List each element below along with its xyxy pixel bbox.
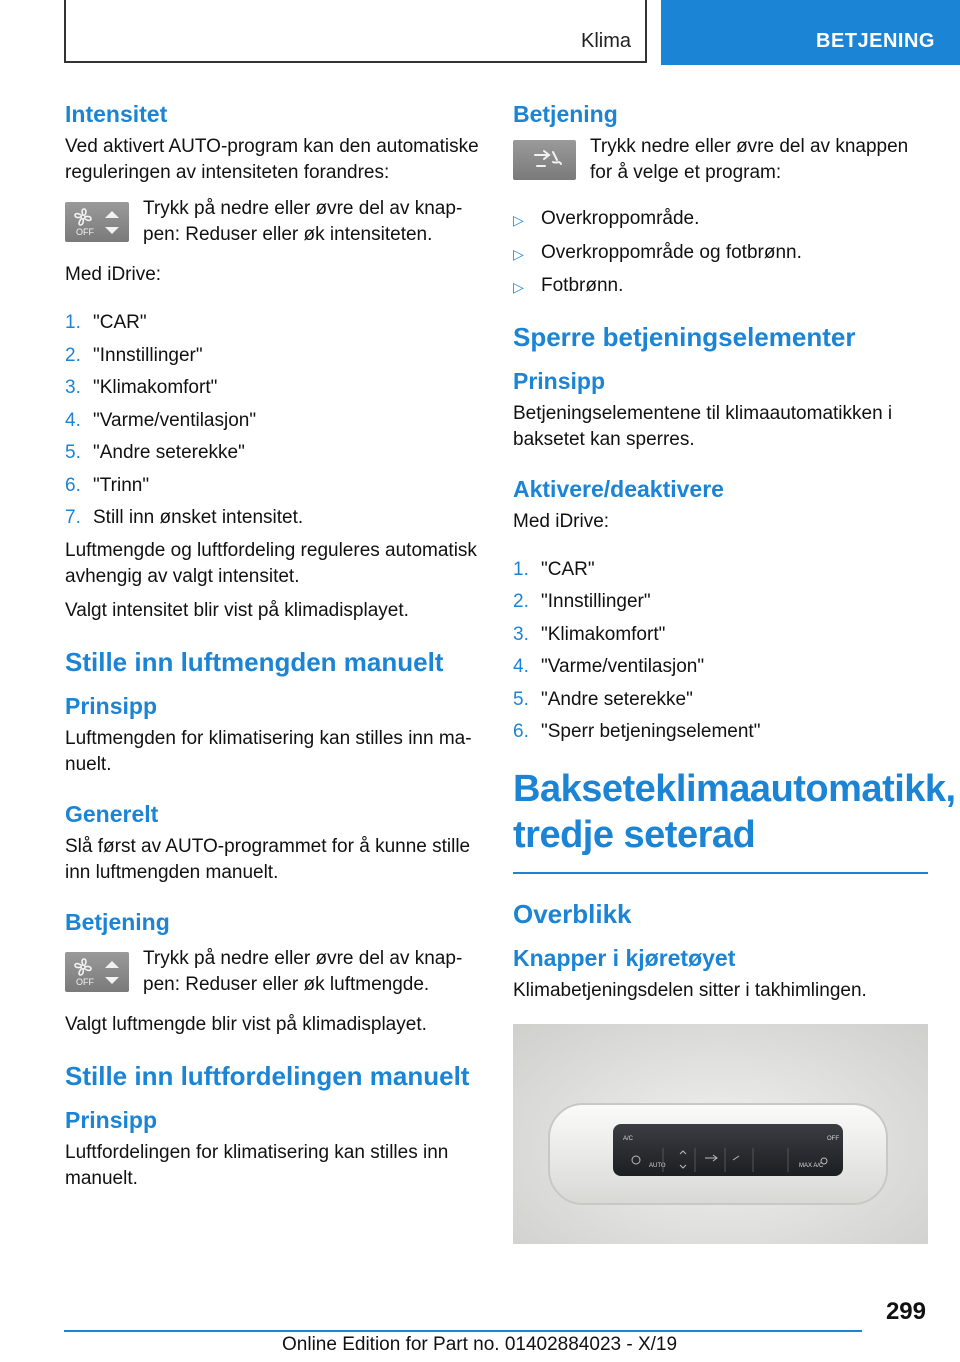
sperre-prinsipp-text: Betjeningselementene til klimaautomatikken i baksetet kan sperres. bbox=[513, 402, 893, 450]
list-item: 2. "Innstillinger" bbox=[513, 591, 651, 612]
header-frame bbox=[64, 0, 647, 63]
heading-luftmengde-betjening: Betjening bbox=[65, 908, 170, 935]
heading-knapper: Knapper i kjøretøyet bbox=[513, 944, 736, 971]
luftmengde-generelt-text: Slå først av AUTO-programmet for å kunne stille inn luftmengden manuelt. bbox=[65, 835, 471, 883]
panel-max-ac-label: MAX A/C bbox=[799, 1162, 824, 1169]
triangle-bullet-icon: ▷ bbox=[513, 245, 524, 262]
header-chapter-tab: BETJENING bbox=[661, 0, 960, 65]
list-item: ▷ Fotbrønn. bbox=[513, 273, 928, 300]
heading-overblikk: Overblikk bbox=[513, 898, 632, 929]
svg-text:OFF: OFF bbox=[76, 976, 94, 987]
intensitet-icon-text: Trykk på nedre eller øvre del av knappen: Reduser eller øk intensiteten. bbox=[143, 198, 463, 245]
triangle-bullet-icon: ▷ bbox=[513, 212, 524, 228]
page-number: 299 bbox=[885, 1298, 926, 1325]
heading-luftmengde: Stille inn luftmengden manuelt bbox=[65, 646, 444, 677]
intensitet-steps bbox=[65, 310, 480, 531]
aktivere-steps bbox=[513, 557, 928, 746]
svg-text:OFF: OFF bbox=[76, 227, 94, 237]
panel-off-label: OFF bbox=[827, 1135, 839, 1142]
heading-aktivere: Aktivere/deaktivere bbox=[513, 475, 724, 502]
list-item: 4. "Varme/ventilasjon" bbox=[65, 409, 257, 431]
betjening-bullets bbox=[513, 206, 928, 300]
heading-rule bbox=[513, 872, 928, 874]
heading-intensitet: Intensitet bbox=[65, 101, 168, 127]
fan-off-button-icon bbox=[65, 202, 129, 242]
heading-sperre: Sperre betjeningselementer bbox=[513, 321, 856, 352]
list-item: 1. "CAR" bbox=[513, 558, 595, 580]
list-item: 5. "Andre seterekke" bbox=[513, 688, 693, 710]
heading-sperre-prinsipp: Prinsipp bbox=[513, 367, 606, 394]
luftfordeling-prinsipp-text: Luftfordelingen for klimatisering kan stilles inn manuelt. bbox=[65, 1141, 449, 1189]
intensitet-icon-row bbox=[65, 196, 480, 248]
betjening-icon-text: Trykk nedre eller øvre del av knappen for å velge et program: bbox=[590, 136, 909, 183]
header-section-title: Klima bbox=[580, 30, 631, 52]
panel-ac-label: A/C bbox=[623, 1135, 634, 1142]
intensitet-intro: Ved aktivert AUTO-program kan den automatiske reguleringen av intensiteten forandres: bbox=[65, 136, 479, 183]
luftmengde-after: Valgt luftmengde blir vist på klimadisplayet. bbox=[65, 1013, 427, 1035]
heading-bakseteklima: Bakseteklimaautomatikk, tredje seterad bbox=[513, 767, 956, 856]
heading-luftfordeling: Stille inn luftfordelingen manuelt bbox=[65, 1060, 470, 1091]
intensitet-after-2: Valgt intensitet blir vist på klimadisplayet. bbox=[65, 599, 409, 621]
luftmengde-icon-row bbox=[65, 946, 480, 998]
footer-rule bbox=[64, 1330, 862, 1332]
fan-off-button-icon bbox=[65, 952, 129, 992]
list-item: ▷ Overkroppområde og fotbrønn. bbox=[513, 240, 928, 267]
luftmengde-prinsipp-text: Luftmengden for klimatisering kan stilles inn manuelt. bbox=[65, 727, 472, 775]
panel-auto-label: AUTO bbox=[649, 1162, 666, 1169]
left-column bbox=[65, 100, 480, 1200]
footer-edition: Online Edition for Part no. 01402884023 - X/19 bbox=[282, 1334, 678, 1355]
air-distribution-button-icon bbox=[513, 140, 576, 180]
list-item: 7. Still inn ønsket intensitet. bbox=[65, 507, 304, 528]
heading-betjening-right: Betjening bbox=[513, 101, 618, 127]
heading-luftfordeling-prinsipp: Prinsipp bbox=[65, 1106, 158, 1133]
list-item: 1. "CAR" bbox=[65, 312, 147, 333]
list-item: ▷ Overkroppområde. bbox=[513, 206, 928, 233]
list-item: 6. "Trinn" bbox=[65, 474, 150, 496]
intensitet-after-1: Luftmengde og luftfordeling reguleres automatisk avhengig av valgt intensitet. bbox=[65, 539, 477, 587]
list-item: 6. "Sperr betjeningselement" bbox=[513, 721, 761, 742]
triangle-bullet-icon: ▷ bbox=[513, 279, 524, 295]
luftmengde-icon-text: Trykk på nedre eller øvre del av knappen: Reduser eller øk luftmengde. bbox=[143, 947, 463, 995]
intensitet-idrive-label: Med iDrive: bbox=[65, 264, 162, 285]
list-item: 2. "Innstillinger" bbox=[65, 344, 203, 366]
list-item: 3. "Klimakomfort" bbox=[65, 377, 218, 398]
knapper-text: Klimabetjeningsdelen sitter i takhimlingen. bbox=[513, 979, 867, 1001]
list-item: 4. "Varme/ventilasjon" bbox=[513, 656, 705, 677]
list-item: 3. "Klimakomfort" bbox=[513, 623, 666, 645]
right-column bbox=[513, 100, 956, 1244]
climate-panel-photo bbox=[513, 1024, 928, 1244]
list-item: 5. "Andre seterekke" bbox=[65, 442, 245, 463]
heading-luftmengde-generelt: Generelt bbox=[65, 800, 159, 827]
aktivere-idrive-label: Med iDrive: bbox=[513, 510, 610, 532]
heading-luftmengde-prinsipp: Prinsipp bbox=[65, 692, 158, 719]
betjening-icon-row bbox=[513, 134, 928, 186]
